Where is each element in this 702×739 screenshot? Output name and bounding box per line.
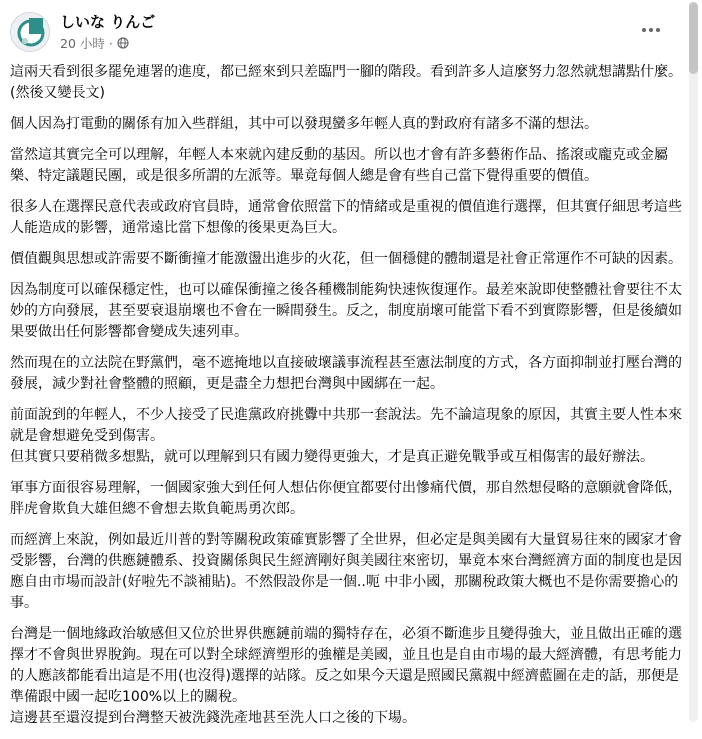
author-name[interactable]: しいな りんご bbox=[60, 13, 156, 31]
post-paragraph: 而經濟上來說，例如最近川普的對等關稅政策確實影響了全世界，但必定是與美國有大量貿易往來的國家才會受影響，台灣的供應鏈體系、投資關係與民生經濟剛好與美國往來密切，畢竟本來台灣經濟方面的制度也是因應自由市場而設計(好啦先不談補貼)。不然假設你是一個..呃 中非小國，那關稅政策大概也不是你需要擔心的事。 bbox=[10, 532, 682, 611]
post-paragraph: 當然這其實完全可以理解，年輕人本來就內建反動的基因。所以也才會有許多藝術作品、搖滾或龐克或金屬樂、特定議題民團，或是很多所謂的左派等。畢竟每個人總是會有些自己當下覺得重要的價值。 bbox=[10, 147, 668, 184]
post-paragraph: 這兩天看到很多罷免連署的進度，都已經來到只差臨門一腳的階段。看到許多人這麼努力忽然就想講點什麼。(然後又變長文) bbox=[10, 64, 682, 101]
post-paragraph: 軍事方面很容易理解，一個國家強大到任何人想佔你便宜都要付出慘痛代價，那自然想侵略的意願就會降低，胖虎會欺負大雄但總不會想去欺負範馬勇次郎。 bbox=[10, 480, 682, 517]
post-timestamp[interactable]: 20 小時 bbox=[60, 36, 105, 51]
avatar-image bbox=[11, 13, 50, 52]
post-paragraph: 很多人在選擇民意代表或政府官員時，通常會依照當下的情緒或是重視的價值進行選擇，但其實仔細思考這些人能造成的影響，通常遠比當下想像的後果更為巨大。 bbox=[10, 199, 682, 236]
post-paragraph: 前面說到的年輕人，不少人接受了民進黨政府挑釁中共那一套說法。先不論這現象的原因，其實主要人性本來就是會想避免受到傷害。 但其實只要稍微多想點，就可以理解到只有國力變得更強大，才是真正避免戰爭或互相傷害的最好辦法。 bbox=[10, 407, 682, 465]
post-body bbox=[10, 62, 686, 739]
post-paragraph: 因為制度可以確保穩定性，也可以確保衝撞之後各種機制能夠快速恢復運作。最差來說即使整體社會要往不太妙的方向發展，甚至要衰退崩壞也不會在一瞬間發生。反之，制度崩壞可能當下看不到實際影響，但是後續如果要做出任何影響都會變成失速列車。 bbox=[10, 282, 682, 340]
post-paragraph: 個人因為打電動的關係有加入些群組，其中可以發現蠻多年輕人真的對政府有諸多不滿的想法。 bbox=[10, 116, 598, 132]
post-paragraph: 台灣是一個地緣政治敏感但又位於世界供應鏈前端的獨特存在，必須不斷進步且變得強大，並且做出正確的選擇才不會與世界脫鉤。現在可以對全球經濟塑形的強權是美國，並且也是自由市場的最大經濟體，有思考能力的人應該都能看出這是不用(也沒得)選擇的站隊。反之如果今天還是照國民黨親中經濟藍圖在走的話，那便是準備跟中國一起吃100%以上的關稅。 這邊甚至還沒提到台灣整天被洗錢洗產地甚至洗人口之後的下場。 bbox=[10, 626, 682, 726]
post-paragraph: 價值觀與思想或許需要不斷衝撞才能激盪出進步的火花，但一個穩健的體制還是社會正常運作不可缺的因素。 bbox=[10, 251, 682, 267]
post-meta bbox=[60, 34, 129, 52]
globe-icon bbox=[117, 37, 129, 49]
post-paragraph: 然而現在的立法院在野黨們，毫不遮掩地以直接破壞議事流程甚至憲法制度的方式，各方面抑制並打壓台灣的發展，減少對社會整體的照顧，更是盡全力想把台灣與中國綁在一起。 bbox=[10, 355, 682, 392]
meta-separator: · bbox=[108, 35, 113, 51]
post-header bbox=[0, 0, 702, 56]
more-options-icon[interactable] bbox=[636, 20, 666, 40]
scroll-thumb[interactable] bbox=[689, 2, 698, 74]
scrollbar[interactable] bbox=[689, 2, 698, 722]
avatar[interactable] bbox=[10, 12, 50, 52]
